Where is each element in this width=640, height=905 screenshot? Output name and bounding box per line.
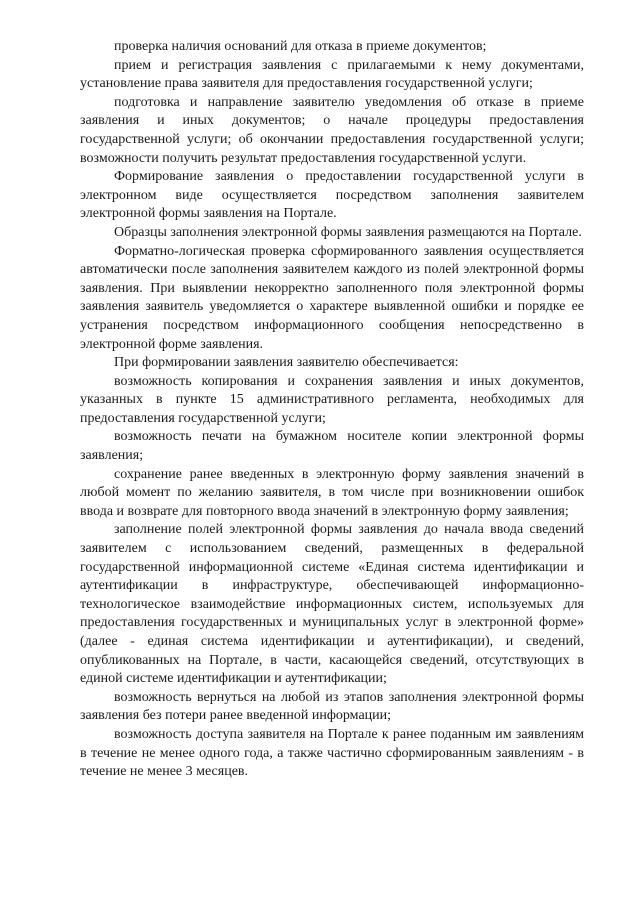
paragraph-print: возможность печати на бумажном носителе копии электронной формы заявления; — [80, 429, 584, 464]
paragraph-provided-intro: При формировании заявления заявителю обеспечивается: — [114, 355, 459, 371]
paragraph-format-check: Форматно-логическая проверка сформированного заявления осуществляется автоматически после заполнения заявителем каждого из полей электронной формы заявления. При выявлении некорректно заполненного поля электронной формы заявления заявитель уведомляется о характере выявленной ошибки и порядке ее устранения посредством информационного сообщения непосредственно в электронной форме заявления. — [80, 243, 584, 352]
paragraph-registration: прием и регистрация заявления с прилагаемыми к нему документами, установление права заявителя для предоставления государственной услуги; — [80, 57, 584, 92]
paragraph-access: возможность доступа заявителя на Портале к ранее поданным им заявлениям в течение не менее одного года, а также частично сформированным заявлениям - в течение не менее 3 месяцев. — [80, 726, 584, 780]
paragraph-return-step: возможность вернуться на любой из этапов заполнения электронной формы заявления без потери ранее введенной информации; — [80, 689, 584, 724]
paragraph-notification: подготовка и направление заявителю уведомления об отказе в приеме заявления и иных документов; о начале процедуры предоставления государственной услуги; об окончании предоставления государственной услуги; возможности получить результат предоставления государственной услуги. — [80, 94, 584, 166]
paragraph-form-creation: Формирование заявления о предоставлении государственной услуги в электронном виде осуществляется посредством заполнения заявителем электронной формы заявления на Портале. — [80, 169, 584, 222]
paragraph-prefill: заполнение полей электронной формы заявления до начала ввода сведений заявителем с использованием сведений, размещенных в федеральной государственной информационной системе «Единая система идентификации и аутентификации в инфраструктуре, обеспечивающей информационно-технологическое взаимодействие информационных систем, используемых для предоставления государственных и муниципальных услуг в электронной форме» (далее - единая система идентификации и аутентификации), и сведений, опубликованных на Портале, в части, касающейся сведений, отсутствующих в единой системе идентификации и аутентификации; — [80, 522, 584, 687]
paragraph-save-values: сохранение ранее введенных в электронную форму заявления значений в любой момент по желанию заявителя, в том числе при возникновении ошибок ввода и возврате для повторного ввода значений в электронную форму заявления; — [80, 466, 584, 519]
paragraph-document-check: проверка наличия оснований для отказа в приеме документов; — [114, 39, 487, 54]
paragraph-copy-save: возможность копирования и сохранения заявления и иных документов, указанных в пункте 15 административного регламента, необходимых для предоставления государственной услуги; — [80, 373, 584, 426]
paragraph-samples: Образцы заполнения электронной формы заявления размещаются на Портале. — [114, 224, 582, 240]
